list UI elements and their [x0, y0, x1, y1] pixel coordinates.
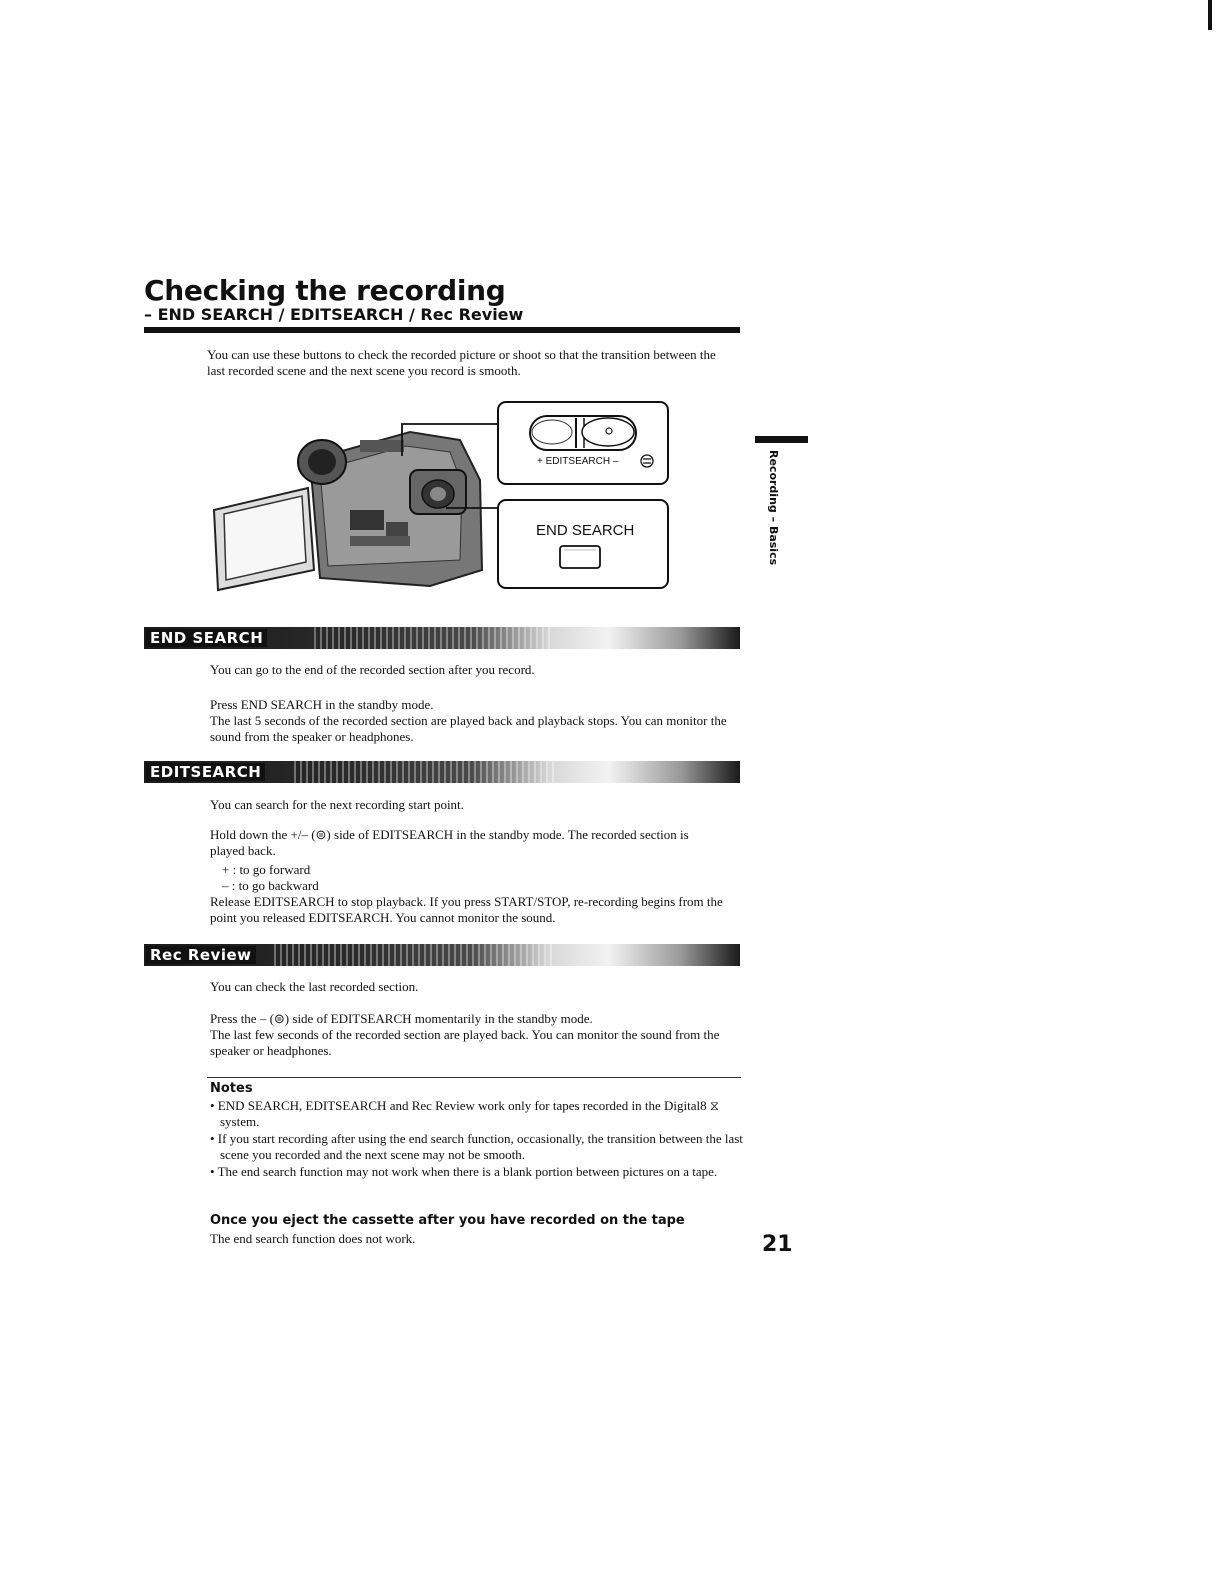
- end-search-label: END SEARCH: [536, 522, 635, 539]
- end-search-callout: [498, 500, 668, 588]
- page-edge-mark: [1208, 0, 1212, 30]
- rec-review-text-2: Press the – (⊜) side of EDITSEARCH momentarily in the standby mode.: [210, 1011, 593, 1026]
- editsearch-text-3: Release EDITSEARCH to stop playback. If you press START/STOP, re-recording begins from the point you released EDITSEARCH. You cannot monitor the sound.: [210, 894, 723, 925]
- editsearch-text-1: You can search for the next recording start point.: [210, 797, 464, 812]
- editsearch-callout: [498, 402, 668, 484]
- notes-heading: Notes: [210, 1081, 253, 1096]
- page-title: Checking the recording: [144, 274, 506, 307]
- end-search-text-1: You can go to the end of the recorded section after you record.: [210, 662, 535, 677]
- notes-list: [210, 1098, 750, 1181]
- section-heading-editsearch: EDITSEARCH: [146, 763, 265, 781]
- eject-text: The end search function does not work.: [210, 1231, 416, 1246]
- end-search-text-3: The last 5 seconds of the recorded section are played back and playback stops. You can monitor the sound from the speaker or headphones.: [210, 713, 727, 744]
- editsearch-backward: – : to go backward: [222, 878, 319, 893]
- camcorder-illustration: [210, 400, 672, 592]
- note-item: • If you start recording after using the end search function, occasionally, the transition between the last scene you recorded and the next scene may not be smooth.: [210, 1131, 743, 1162]
- section-heading-rec-review: Rec Review: [146, 946, 256, 964]
- section-bar-end-search: [144, 627, 740, 649]
- editsearch-forward: + : to go forward: [222, 862, 311, 877]
- page-subtitle: – END SEARCH / EDITSEARCH / Rec Review: [144, 305, 524, 324]
- rec-review-text-3: The last few seconds of the recorded section are played back. You can monitor the sound from the speaker or headphones.: [210, 1027, 720, 1058]
- end-search-text-2: Press END SEARCH in the standby mode.: [210, 697, 434, 712]
- camcorder-icon: [214, 432, 482, 590]
- title-rule: [144, 327, 740, 333]
- editsearch-label: + EDITSEARCH –: [537, 456, 619, 467]
- end-search-button: [560, 546, 600, 568]
- section-heading-end-search: END SEARCH: [146, 629, 267, 647]
- eject-heading: Once you eject the cassette after you have recorded on the tape: [210, 1213, 685, 1228]
- section-bar-editsearch: [144, 761, 740, 783]
- intro-text: You can use these buttons to check the recorded picture or shoot so that the transition between the last recorded scene and the next scene you record is smooth.: [207, 347, 716, 378]
- note-item: • The end search function may not work when there is a blank portion between pictures on a tape.: [210, 1164, 718, 1179]
- rec-review-text-1: You can check the last recorded section.: [210, 979, 419, 994]
- notes-rule: [207, 1077, 741, 1078]
- section-bar-rec-review: [144, 944, 740, 966]
- chapter-tab-label: Recording – Basics: [767, 450, 780, 566]
- note-item: • END SEARCH, EDITSEARCH and Rec Review work only for tapes recorded in the Digital8 ⧖ system.: [210, 1098, 720, 1129]
- page-number: 21: [762, 1232, 793, 1257]
- editsearch-text-2: Hold down the +/– (⊜) side of EDITSEARCH in the standby mode. The recorded section is played back.: [210, 827, 689, 858]
- chapter-tab-marker: [755, 436, 808, 443]
